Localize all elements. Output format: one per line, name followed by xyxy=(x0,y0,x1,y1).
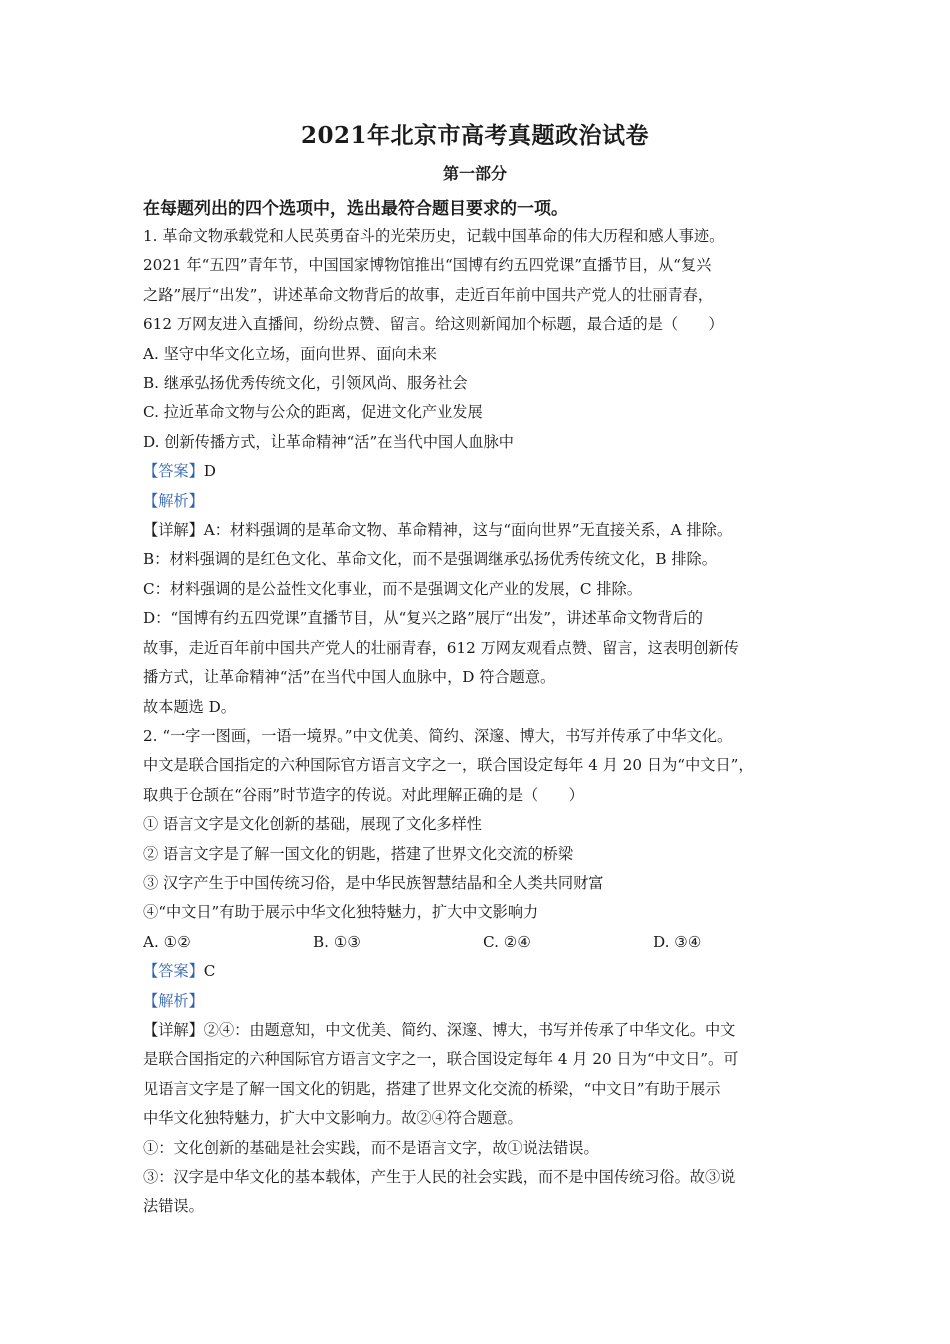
analysis-tag: 【解析】 xyxy=(143,991,204,1010)
section-heading: 第一部分 xyxy=(442,164,507,183)
q1-detail-line: 故事，走近百年前中国共产党人的壮丽青春，612 万网友观看点赞、留言，这表明创新传 xyxy=(143,638,739,657)
q1-option-c: C. 拉近革命文物与公众的距离，促进文化产业发展 xyxy=(143,403,483,422)
q1-option-a: A. 坚守中华文化立场，面向世界、面向未来 xyxy=(143,344,437,363)
q1-detail-line: C：材料强调的是公益性文化事业，而不是强调文化产业的发展，C 排除。 xyxy=(143,579,642,598)
q2-detail-line: 中华文化独特魅力，扩大中文影响力。故②④符合题意。 xyxy=(143,1109,523,1128)
q2-option-c: C. ②④ xyxy=(483,932,531,951)
q2-statement: ② 语言文字是了解一国文化的钥匙，搭建了世界文化交流的桥梁 xyxy=(143,844,574,863)
detail-tag: 【详解】 xyxy=(143,521,204,540)
detail-tag: 【详解】 xyxy=(143,1020,204,1039)
q2-detail-line: 是联合国指定的六种国际官方语言文字之一，联合国设定每年 4 月 20 日为“中文日”。可 xyxy=(143,1050,739,1069)
q2-statement: ① 语言文字是文化创新的基础，展现了文化多样性 xyxy=(143,815,482,834)
q1-stem-line: 612 万网友进入直播间，纷纷点赞、留言。给这则新闻加个标题，最合适的是（ ） xyxy=(143,315,724,334)
answer-value: D xyxy=(203,462,216,481)
q2-stem-line: 中文是联合国指定的六种国际官方语言文字之一，联合国设定每年 4 月 20 日为“中文日”， xyxy=(143,756,754,775)
question-body xyxy=(143,222,823,1222)
q1-option-d: D. 创新传播方式，让革命精神“活”在当代中国人血脉中 xyxy=(143,432,514,451)
q1-stem-line: 1. 革命文物承载党和人民英勇奋斗的光荣历史，记载中国革命的伟大历程和感人事迹。 xyxy=(143,227,725,245)
q2-detail-line: ①：文化创新的基础是社会实践，而不是语言文字，故①说法错误。 xyxy=(143,1138,599,1157)
answer-tag: 【答案】 xyxy=(143,462,204,481)
q2-option-b: B. ①③ xyxy=(313,932,362,951)
q1-answer xyxy=(143,457,823,486)
q2-statement: ④“中文日”有助于展示中华文化独特魅力，扩大中文影响力 xyxy=(143,903,539,922)
q2-detail-line: 法错误。 xyxy=(143,1197,204,1216)
q1-stem-line: 之路”展厅“出发”，讲述革命文物背后的故事，走近百年前中国共产党人的壮丽青春， xyxy=(143,285,714,304)
q1-analysis xyxy=(143,487,823,516)
detail-text: ②④：由题意知，中文优美、简约、深邃、博大，书写并传承了中华文化。中文 xyxy=(203,1020,736,1039)
q1-detail-line: 播方式，让革命精神“活”在当代中国人血脉中，D 符合题意。 xyxy=(143,668,556,687)
q1-stem-line: 2021 年“五四”青年节，中国国家博物馆推出“国博有约五四党课”直播节目，从“复兴 xyxy=(143,256,712,275)
analysis-tag: 【解析】 xyxy=(143,491,204,510)
instruction-text: 在每题列出的四个选项中，选出最符合题目要求的一项。 xyxy=(143,199,568,219)
q2-statement: ③ 汉字产生于中国传统习俗，是中华民族智慧结晶和全人类共同财富 xyxy=(143,873,604,892)
q1-detail-line: D：“国博有约五四党课”直播节目，从“复兴之路”展厅“出发”，讲述革命文物背后的 xyxy=(143,609,703,628)
answer-value: C xyxy=(203,962,216,981)
q1-detail-line: B：材料强调的是红色文化、革命文化，而不是强调继承弘扬优秀传统文化，B 排除。 xyxy=(143,550,717,569)
q2-detail-line: 见语言文字是了解一国文化的钥匙，搭建了世界文化交流的桥梁，“中文日”有助于展示 xyxy=(143,1079,721,1098)
q2-detail-line xyxy=(143,1016,823,1045)
q2-options xyxy=(143,928,823,957)
q2-detail-line: ③：汉字是中华文化的基本载体，产生于人民的社会实践，而不是中国传统习俗。故③说 xyxy=(143,1168,736,1186)
q1-option-b: B. 继承弘扬优秀传统文化，引领风尚、服务社会 xyxy=(143,374,468,393)
q2-option-d: D. ③④ xyxy=(653,932,702,951)
q2-answer xyxy=(143,957,823,986)
answer-tag: 【答案】 xyxy=(143,962,204,981)
q2-option-a: A. ①② xyxy=(143,932,191,951)
q1-detail-line xyxy=(143,516,823,545)
detail-text: A：材料强调的是革命文物、革命精神，这与“面向世界”无直接关系，A 排除。 xyxy=(203,521,733,540)
q1-detail-line: 故本题选 D。 xyxy=(143,697,236,716)
q2-stem-line: 取典于仓颉在“谷雨”时节造字的传说。对此理解正确的是（ ） xyxy=(143,785,584,804)
q2-stem-line: 2. “一字一图画，一语一境界。”中文优美、简约、深邃、博大，书写并传承了中华文化。 xyxy=(143,726,733,745)
q2-analysis xyxy=(143,987,823,1016)
page-title: 2021年北京市高考真题政治试卷 xyxy=(300,122,649,149)
